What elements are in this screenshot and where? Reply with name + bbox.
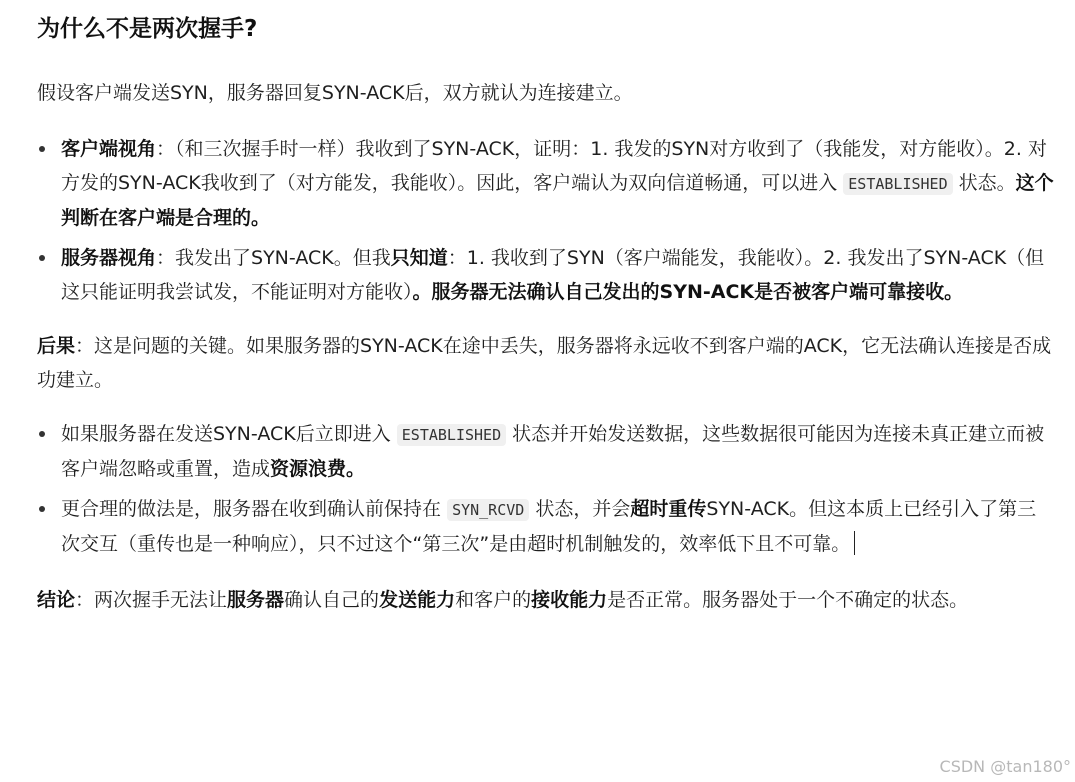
perspective-list (37, 132, 1055, 309)
conclusion-text-2: 确认自己的 (284, 589, 380, 611)
conclusion-text-3: 和客户的 (455, 589, 532, 611)
conclusion-emph-3: 接收能力 (531, 589, 608, 611)
bullet-b-text-2: 状态，并会 (535, 498, 631, 520)
bullet-timeout-retransmit (37, 492, 1055, 561)
conclusion-paragraph (37, 583, 1055, 617)
text-cursor (854, 531, 855, 555)
bullet-b-text-3: SYN-ACK。但这本质上已经引入了第三次交互（重传也是一种响应），只不过这个“第三次”是由超时机制触发的，效率低下且不可靠。 (61, 498, 1037, 555)
conclusion-emph-1: 服务器 (227, 589, 285, 611)
established-code: ESTABLISHED (843, 173, 952, 195)
bullet-a-text-3: 。 (346, 458, 366, 480)
syn-rcvd-code: SYN_RCVD (447, 499, 529, 521)
conclusion-text-4: 是否正常。服务器处于一个不确定的状态。 (607, 589, 969, 611)
consequence-text: ：这是问题的关键。如果服务器的SYN-ACK在途中丢失，服务器将永远收不到客户端的ACK，它无法确认连接是否成功建立。 (37, 335, 1052, 391)
bullet-b-text: 更合理的做法是，服务器在收到确认前保持在 (61, 498, 442, 520)
bullet-resource-waste (37, 417, 1055, 486)
server-view-text: ：我发出了SYN-ACK。但我 (156, 247, 391, 269)
conclusion-text-1: ：两次握手无法让 (75, 589, 228, 611)
conclusion-emph-2: 发送能力 (379, 589, 456, 611)
intro-paragraph: 假设客户端发送SYN，服务器回复SYN-ACK后，双方就认为连接建立。 (37, 82, 633, 104)
section-heading: 为什么不是两次握手? (37, 16, 258, 42)
bullet-a-emph: 资源浪费 (270, 458, 347, 480)
server-view-item (37, 241, 1055, 309)
client-view-item (37, 132, 1055, 235)
bullet-b-emph: 超时重传 (630, 498, 707, 520)
server-view-emph: 只知道 (390, 247, 448, 269)
article (37, 10, 1055, 617)
client-view-text: ：（和三次握手时一样）我收到了SYN-ACK，证明：1. 我发的SYN对方收到了（我能发，对方能收）。2. 对方发的SYN-ACK我收到了（对方能发，我能收）。因此，客户端认为双向信道畅通，可以进入 (61, 138, 1047, 194)
conclusion-label: 结论 (37, 589, 76, 611)
consequence-paragraph (37, 329, 1055, 397)
server-view-label: 服务器视角 (61, 247, 157, 269)
server-view-text-2: ：1. 我收到了SYN（客户端能发，我能收）。2. 我发出了SYN-ACK（但这只能证明我尝试发，不能证明对方能收） (61, 247, 1045, 303)
established-code-2: ESTABLISHED (397, 424, 506, 446)
server-view-conclusion: 。服务器无法确认自己发出的SYN-ACK是否被客户端可靠接收。 (412, 281, 964, 303)
bullet-a-text: 如果服务器在发送SYN-ACK后立即进入 (61, 423, 391, 445)
consequence-label: 后果 (37, 335, 76, 357)
client-view-conclusion: 这个判断在客户端是合理的。 (61, 172, 1054, 229)
csdn-watermark: CSDN @tan180° (939, 757, 1071, 776)
bullet-a-text-2: 状态并开始发送数据，这些数据很可能因为连接未真正建立而被客户端忽略或重置，造成 (61, 423, 1045, 480)
client-view-label: 客户端视角 (61, 138, 157, 160)
consequence-list (37, 417, 1055, 561)
client-view-text-2: 状态。 (958, 172, 1016, 194)
